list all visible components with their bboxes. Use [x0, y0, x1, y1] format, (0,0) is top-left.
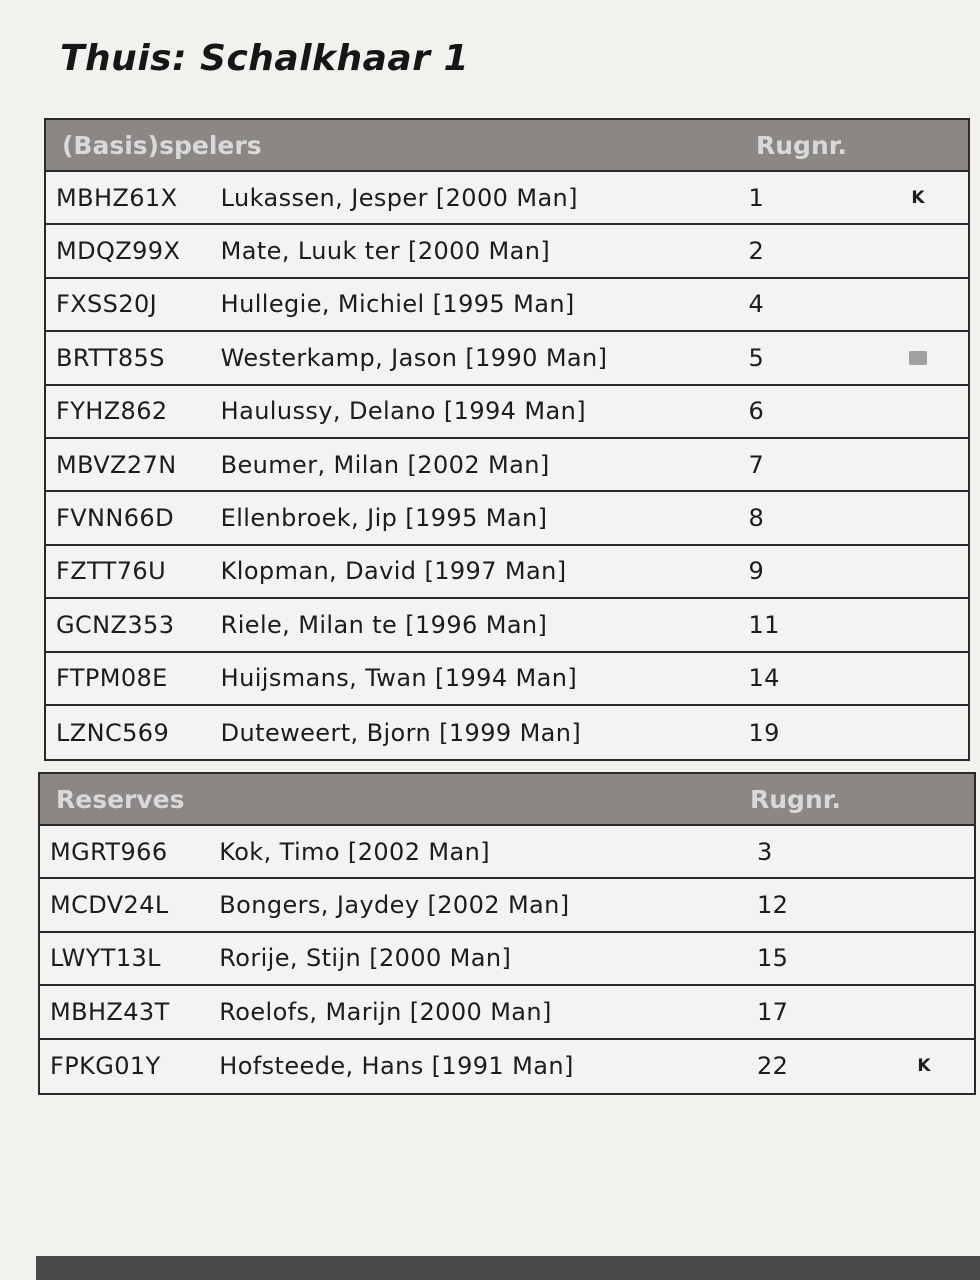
shirt-number: 6: [748, 397, 765, 426]
player-name: Hullegie, Michiel [1995 Man]: [220, 290, 575, 319]
shirt-number: 14: [748, 664, 780, 693]
player-code: FVNN66D: [56, 504, 174, 533]
table-row: [40, 1040, 974, 1093]
reserves-table: [38, 772, 976, 1095]
page-title: Thuis: Schalkhaar 1: [60, 38, 470, 79]
basis-players-table: [44, 118, 970, 761]
shirt-number: 11: [748, 610, 780, 639]
captain-mark: [868, 348, 968, 368]
player-code: LWYT13L: [50, 944, 161, 973]
player-code: FYHZ862: [56, 397, 168, 426]
player-name: Klopman, David [1997 Man]: [220, 557, 567, 586]
next-table-header: [36, 1256, 980, 1280]
player-code: MDQZ99X: [56, 237, 181, 266]
table-row: [40, 986, 974, 1039]
basis-header-label: (Basis)spelers: [62, 130, 262, 160]
shirt-number: 2: [748, 237, 765, 266]
player-code: MBHZ61X: [56, 183, 178, 212]
table-row: [46, 172, 968, 225]
player-name: Roelofs, Marijn [2000 Man]: [219, 997, 552, 1026]
shirt-number: 22: [756, 1052, 789, 1081]
player-name: Mate, Luuk ter [2000 Man]: [220, 237, 551, 266]
table-row: [40, 879, 974, 932]
captain-mark: K: [911, 187, 925, 208]
basis-header-num: Rugnr.: [756, 130, 848, 160]
table-row: [46, 386, 968, 439]
shirt-number: 19: [748, 718, 780, 747]
player-name: Lukassen, Jesper [2000 Man]: [220, 183, 578, 212]
player-name: Bongers, Jaydey [2002 Man]: [219, 891, 570, 920]
player-code: FPKG01Y: [50, 1052, 161, 1081]
table-row: [46, 599, 968, 652]
shirt-number: 8: [748, 504, 765, 533]
table-row: [46, 706, 968, 759]
shirt-number: 7: [748, 450, 765, 479]
table-row: [40, 933, 974, 986]
player-name: Haulussy, Delano [1994 Man]: [220, 397, 586, 426]
shirt-number: 3: [756, 837, 773, 866]
player-name: Kok, Timo [2002 Man]: [219, 837, 490, 866]
reserves-table-header: [40, 774, 974, 826]
player-code: MBHZ43T: [50, 997, 170, 1026]
shirt-number: 17: [756, 997, 789, 1026]
player-name: Beumer, Milan [2002 Man]: [220, 450, 550, 479]
player-code: GCNZ353: [56, 610, 175, 639]
player-name: Ellenbroek, Jip [1995 Man]: [220, 504, 548, 533]
player-code: BRTT85S: [56, 343, 165, 372]
shirt-number: 15: [756, 944, 789, 973]
shirt-number: 12: [756, 891, 789, 920]
reserves-header-label: Reserves: [56, 784, 185, 814]
status-marker-icon: [909, 351, 927, 365]
table-row: [46, 332, 968, 385]
table-row: [46, 225, 968, 278]
player-name: Riele, Milan te [1996 Man]: [220, 610, 548, 639]
captain-mark: K: [917, 1056, 931, 1077]
player-name: Huijsmans, Twan [1994 Man]: [220, 664, 578, 693]
table-row: [46, 546, 968, 599]
shirt-number: 5: [748, 343, 765, 372]
shirt-number: 1: [748, 183, 765, 212]
table-row: [46, 492, 968, 545]
player-name: Rorije, Stijn [2000 Man]: [219, 944, 512, 973]
reserves-header-num: Rugnr.: [750, 784, 842, 814]
player-code: LZNC569: [56, 718, 170, 747]
player-name: Duteweert, Bjorn [1999 Man]: [220, 718, 582, 747]
table-row: [46, 279, 968, 332]
player-code: MCDV24L: [50, 891, 169, 920]
table-row: [40, 826, 974, 879]
player-code: MGRT966: [50, 837, 168, 866]
player-code: FZTT76U: [56, 557, 167, 586]
shirt-number: 4: [748, 290, 765, 319]
table-row: [46, 439, 968, 492]
shirt-number: 9: [748, 557, 765, 586]
player-name: Westerkamp, Jason [1990 Man]: [220, 343, 608, 372]
basis-table-header: [46, 120, 968, 172]
player-code: FXSS20J: [56, 290, 158, 319]
player-code: FTPM08E: [56, 664, 168, 693]
player-code: MBVZ27N: [56, 450, 177, 479]
table-row: [46, 653, 968, 706]
player-name: Hofsteede, Hans [1991 Man]: [219, 1052, 574, 1081]
